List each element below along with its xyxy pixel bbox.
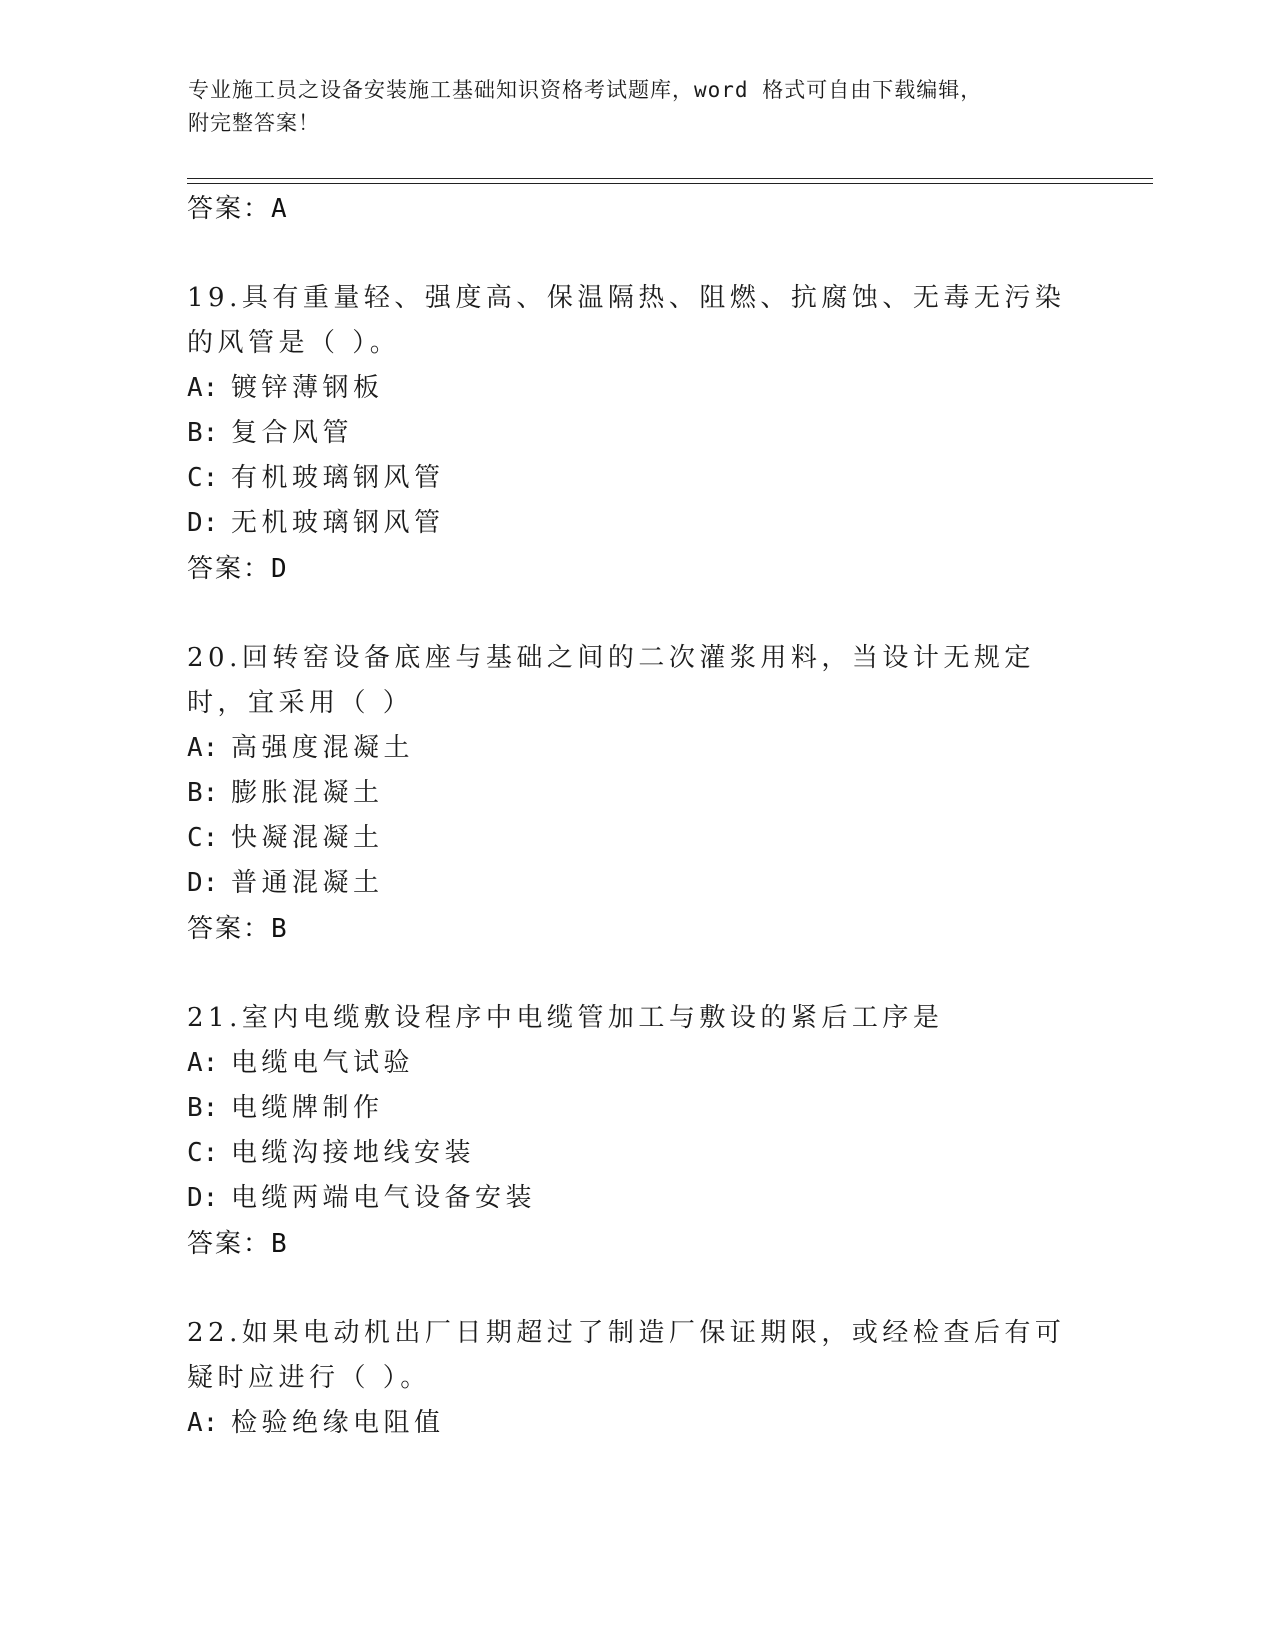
answer-line xyxy=(187,906,1087,952)
option-key: C: xyxy=(187,1138,219,1168)
option-b xyxy=(187,1086,1087,1131)
option-text: 有机玻璃钢风管 xyxy=(231,463,445,493)
answer-value: B xyxy=(271,914,287,944)
answer-line xyxy=(187,1221,1087,1267)
option-key: D: xyxy=(187,868,219,898)
header-divider-bottom xyxy=(187,183,1153,184)
option-a xyxy=(187,366,1087,411)
option-key: A: xyxy=(187,733,219,763)
option-b xyxy=(187,771,1087,816)
option-text: 电缆电气试验 xyxy=(231,1048,415,1078)
question-text: 22.如果电动机出厂日期超过了制造厂保证期限，或经检查后有可疑时应进行（ ）。 xyxy=(187,1318,1066,1393)
question-list xyxy=(187,186,1087,1446)
header-line-2: 附完整答案！ xyxy=(188,111,320,135)
option-key: D: xyxy=(187,508,219,538)
spacer xyxy=(187,592,1087,636)
option-text: 快凝混凝土 xyxy=(231,823,384,853)
answer-label: 答案： xyxy=(187,554,272,584)
option-text: 无机玻璃钢风管 xyxy=(231,508,445,538)
option-c xyxy=(187,456,1087,501)
option-a xyxy=(187,1401,1087,1446)
header-line-1: 专业施工员之设备安装施工基础知识资格考试题库，word 格式可自由下载编辑， xyxy=(188,78,983,102)
question-22 xyxy=(187,1311,1087,1446)
question-text: 20.回转窑设备底座与基础之间的二次灌浆用料，当设计无规定时，宜采用（ ） xyxy=(187,643,1035,718)
option-key: A: xyxy=(187,373,219,403)
answer-value: A xyxy=(271,194,287,224)
option-text: 镀锌薄钢板 xyxy=(231,373,384,403)
option-key: A: xyxy=(187,1408,219,1438)
answer-line xyxy=(187,186,1087,232)
option-text: 检验绝缘电阻值 xyxy=(231,1408,445,1438)
question-text: 21.室内电缆敷设程序中电缆管加工与敷设的紧后工序是 xyxy=(187,1003,944,1033)
option-text: 电缆两端电气设备安装 xyxy=(231,1183,537,1213)
answer-value: B xyxy=(271,1229,287,1259)
question-21 xyxy=(187,996,1087,1267)
option-c xyxy=(187,1131,1087,1176)
option-text: 电缆沟接地线安装 xyxy=(231,1138,476,1168)
question-19 xyxy=(187,276,1087,592)
answer-label: 答案： xyxy=(187,194,272,224)
option-key: C: xyxy=(187,823,219,853)
question-text: 19.具有重量轻、强度高、保温隔热、阻燃、抗腐蚀、无毒无污染的风管是（ ）。 xyxy=(187,283,1066,358)
answer-value: D xyxy=(271,554,287,584)
answer-label: 答案： xyxy=(187,1229,272,1259)
option-text: 膨胀混凝土 xyxy=(231,778,384,808)
spacer xyxy=(187,952,1087,996)
option-key: D: xyxy=(187,1183,219,1213)
spacer xyxy=(187,232,1087,276)
question-20 xyxy=(187,636,1087,952)
option-key: C: xyxy=(187,463,219,493)
option-c xyxy=(187,816,1087,861)
option-key: B: xyxy=(187,778,219,808)
option-key: B: xyxy=(187,1093,219,1123)
option-text: 电缆牌制作 xyxy=(231,1093,384,1123)
option-text: 高强度混凝土 xyxy=(231,733,415,763)
answer-line xyxy=(187,546,1087,592)
option-d xyxy=(187,861,1087,906)
option-a xyxy=(187,726,1087,771)
option-d xyxy=(187,1176,1087,1221)
option-text: 复合风管 xyxy=(231,418,354,448)
option-text: 普通混凝土 xyxy=(231,868,384,898)
option-b xyxy=(187,411,1087,456)
document-header xyxy=(188,74,1088,140)
answer-label: 答案： xyxy=(187,914,272,944)
spacer xyxy=(187,1267,1087,1311)
option-key: B: xyxy=(187,418,219,448)
option-a xyxy=(187,1041,1087,1086)
header-divider-top xyxy=(187,178,1153,179)
option-key: A: xyxy=(187,1048,219,1078)
option-d xyxy=(187,501,1087,546)
